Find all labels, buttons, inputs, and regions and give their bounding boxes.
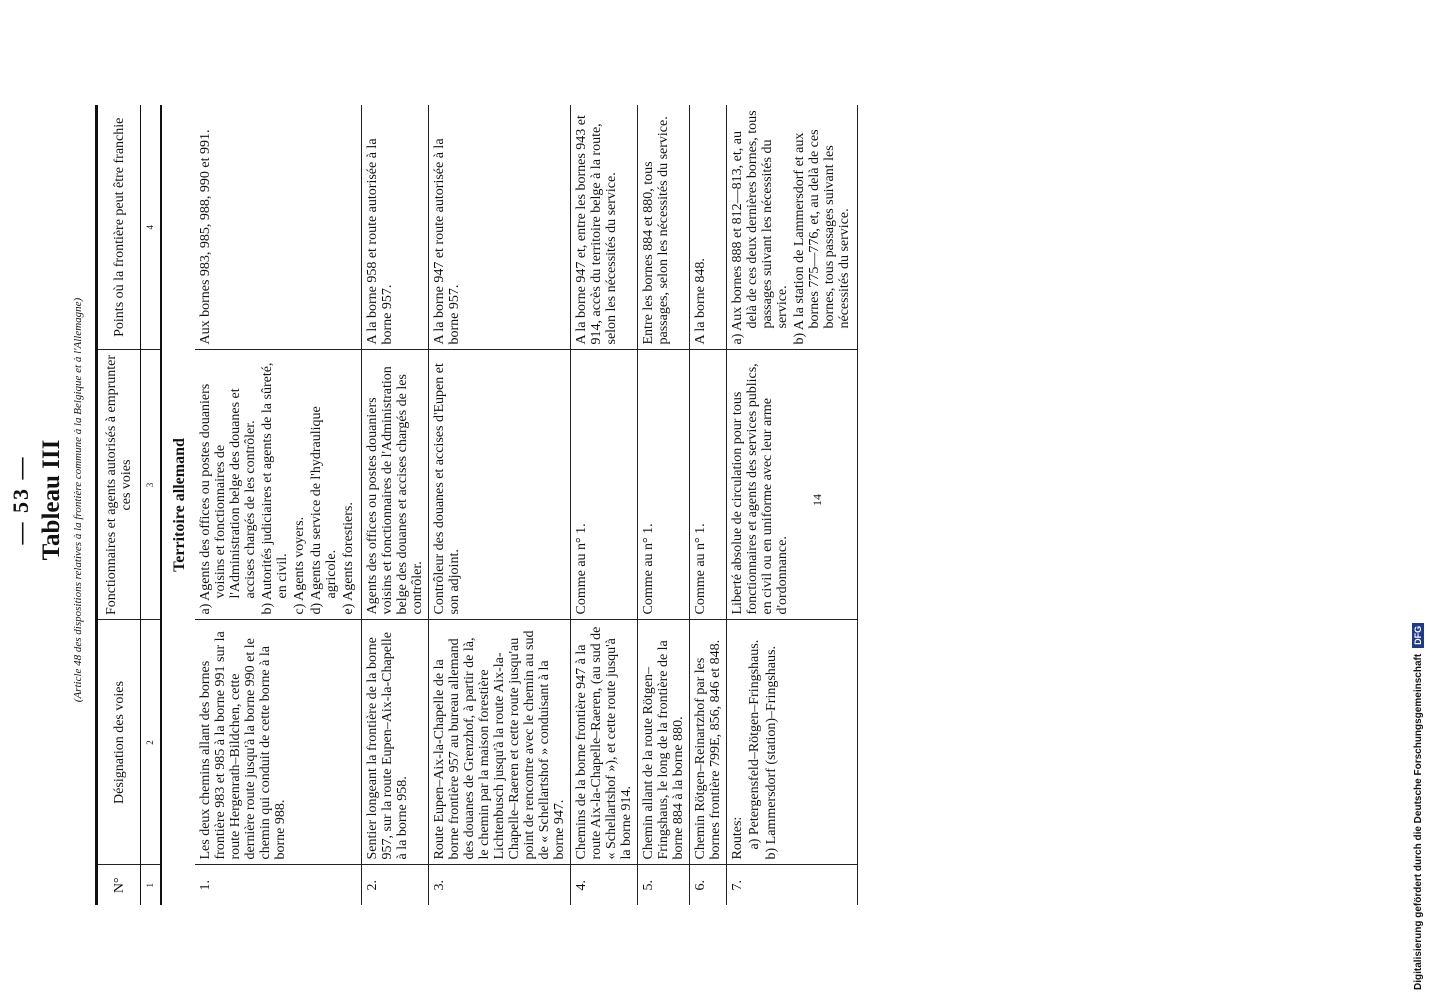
row-number: 4. bbox=[571, 865, 638, 905]
agent-item: a) Agents des offices ou postes douaniers voisins et fonctionnaires de l'Administration belge des douanes et accises chargés de les contrôler. bbox=[198, 383, 258, 615]
row-agents: Comme au n° 1. bbox=[638, 350, 690, 620]
row-points: Entre les bornes 884 et 880, tous passages, selon les nécessités du service. bbox=[638, 105, 690, 350]
row-points: Aux bornes 983, 985, 988, 990 et 991. bbox=[195, 105, 362, 350]
row-agents: Contrôleur des douanes et accises d'Eupen et son adjoint. bbox=[429, 350, 571, 620]
row-agents: Agents des offices ou postes douaniers voisins et fonctionnaires de l'Administration belge des douanes et accises chargés de les contrôler. bbox=[362, 350, 429, 620]
row-designation: Chemin Rötgen–Reinartzhof par les bornes frontière 799E, 856, 846 et 848. bbox=[690, 620, 727, 865]
row-agents: Comme au n° 1. bbox=[690, 350, 727, 620]
row-agents bbox=[195, 350, 362, 620]
column-number: 2 bbox=[141, 620, 162, 865]
dfg-logo-icon: DFG bbox=[1412, 623, 1424, 648]
table-row bbox=[571, 105, 638, 905]
point-item: b) A la station de Lammersdorf et aux bornes 775—776, et, au delà de ces bornes, tous passages suivant les nécessités du service. bbox=[792, 129, 852, 345]
table-row bbox=[638, 105, 690, 905]
table-subtitle: (Article 48 des dispositions relatives à la frontière commune à la Belgique et à l'Allemagne) bbox=[72, 297, 84, 703]
row-agents: Comme au n° 1. bbox=[571, 350, 638, 620]
table-row bbox=[195, 105, 362, 905]
table-row bbox=[690, 105, 727, 905]
designation-heading: Routes: bbox=[730, 816, 745, 860]
designation-item: a) Petergensfeld–Rötgen–Fringshaus. bbox=[747, 639, 762, 850]
point-item: a) Aux bornes 888 et 812—813, et, au delà de ces deux dernières bornes, tous passages suivant les nécessités du service. bbox=[730, 110, 790, 345]
row-points: A la borne 958 et route autorisée à la borne 957. bbox=[362, 105, 429, 350]
table-row bbox=[362, 105, 429, 905]
row-designation bbox=[727, 620, 858, 865]
agent-item: c) Agents voyers. bbox=[292, 516, 307, 615]
row-points: A la borne 947 et, entre les bornes 943 et 914, accès du territoire belge à la route, selon les nécessités du service. bbox=[571, 105, 638, 350]
footer-text: Digitalisierung gefördert durch die Deutsche Forschungsgemeinschaft bbox=[1412, 653, 1424, 990]
agent-item: b) Autorités judiciaires et agents de la sûreté, en civil. bbox=[260, 362, 290, 615]
section-title: Territoire allemand bbox=[171, 438, 188, 572]
row-number: 6. bbox=[690, 865, 727, 905]
agent-item: e) Agents forestiers. bbox=[341, 502, 356, 615]
column-number-row bbox=[141, 105, 162, 905]
designation-item: b) Lammersdorf (station)–Fringshaus. bbox=[764, 646, 779, 860]
row-points: A la borne 947 et route autorisée à la borne 957. bbox=[429, 105, 571, 350]
header-designation: Désignation des voies bbox=[97, 620, 141, 865]
page-number: — 53 — bbox=[8, 455, 33, 545]
row-designation: Les deux chemins allant des bornes frontière 983 et 985 à la borne 991 sur la route Hergenrath–Bildchen, cette dernière route jusqu'à la borne 990 et le chemin qui conduit de cette borne à la borne 988. bbox=[195, 620, 362, 865]
row-number: 3. bbox=[429, 865, 571, 905]
header-number: N° bbox=[97, 865, 141, 905]
table-header-row bbox=[97, 105, 141, 905]
header-agents: Fonctionnaires et agents autorisés à emprunter ces voies bbox=[97, 350, 141, 620]
row-number: 5. bbox=[638, 865, 690, 905]
row-designation: Chemins de la borne frontière 947 à la route Aix-la-Chapelle–Raeren, (au sud de « Schellartshof »), et cette route jusqu'à la borne 914. bbox=[571, 620, 638, 865]
row-designation: Sentier longeant la frontière de la borne 957, sur la route Eupen–Aix-la-Chapelle à la borne 958. bbox=[362, 620, 429, 865]
row-designation: Route Eupen–Aix-la-Chapelle de la borne frontière 957 au bureau allemand des douanes de Grenzhof, à partir de là, le chemin par la maison forestière Lichtenbusch jusqu'à la route Aix-la-Chapelle–Raeren et cette route jusqu'au point de rencontre avec le chemin au sud de « Schellartshof » conduisant à la borne 947. bbox=[429, 620, 571, 865]
footer-page-number: 14 bbox=[810, 494, 824, 506]
table-title: Tableau III bbox=[38, 439, 65, 561]
table-row bbox=[429, 105, 571, 905]
table-row bbox=[727, 105, 858, 905]
row-number: 2. bbox=[362, 865, 429, 905]
row-designation: Chemin allant de la route Rötgen–Fringshaus, le long de la frontière de la borne 884 à la borne 880. bbox=[638, 620, 690, 865]
section-row bbox=[161, 105, 195, 905]
row-number: 1. bbox=[195, 865, 362, 905]
row-points: A la borne 848. bbox=[690, 105, 727, 350]
header-points: Points où la frontière peut être franchie bbox=[97, 105, 141, 350]
row-points bbox=[727, 105, 858, 350]
digitization-footer bbox=[1412, 0, 1424, 1000]
row-agents: Liberté absolue de circulation pour tous fonctionnaires et agents des services publics, en civil ou en uniforme avec leur arme d'ordonnance. bbox=[727, 350, 858, 620]
row-number: 7. bbox=[727, 865, 858, 905]
ways-table bbox=[95, 105, 858, 905]
agent-item: d) Agents du service de l'hydraulique agricole. bbox=[309, 406, 339, 615]
column-number: 4 bbox=[141, 105, 162, 350]
column-number: 1 bbox=[141, 865, 162, 905]
column-number: 3 bbox=[141, 350, 162, 620]
